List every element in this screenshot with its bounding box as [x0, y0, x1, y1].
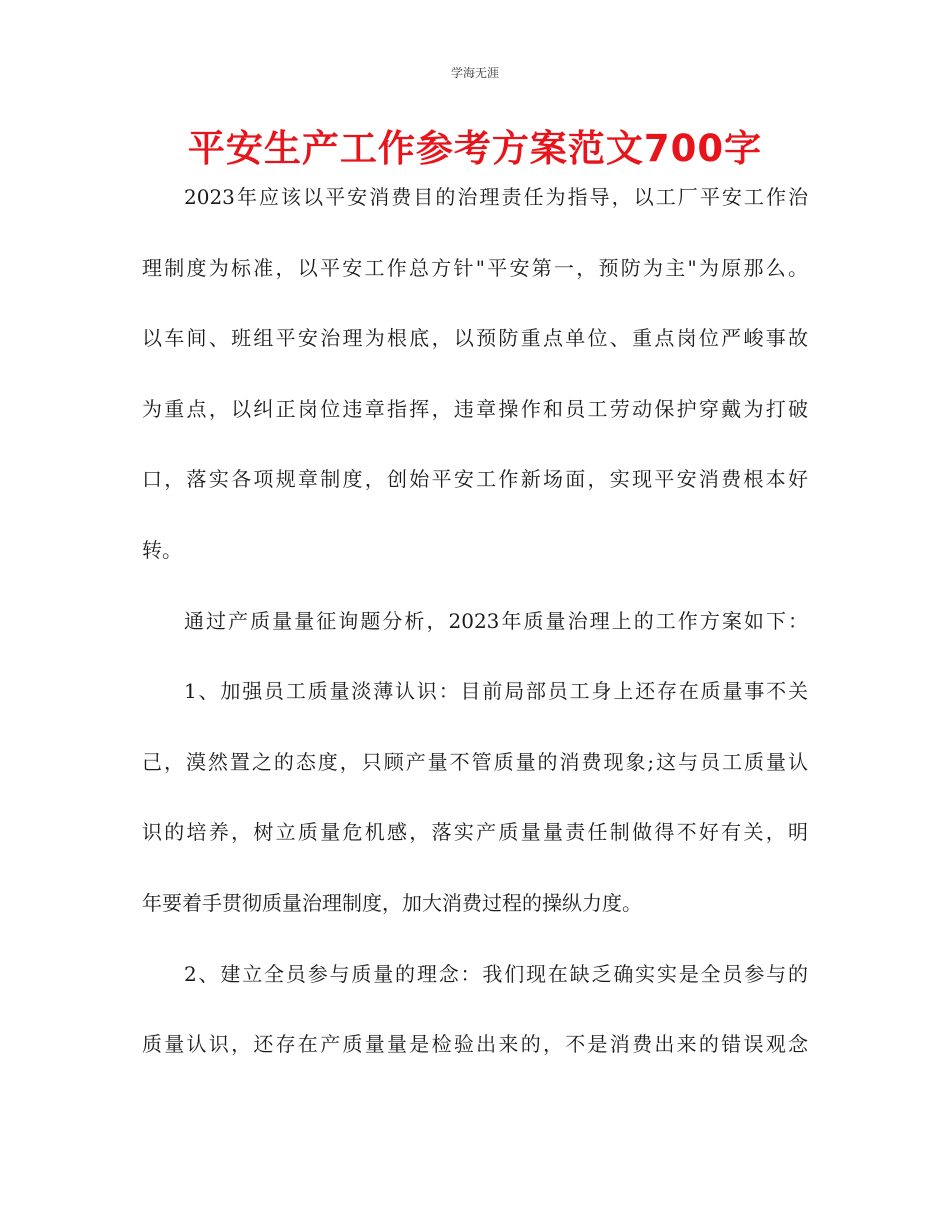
body-line: 通过产质量量征询题分析，2023年质量治理上的工作方案如下：: [184, 608, 808, 633]
body-line: 识的培养，树立质量危机感，落实产质量量责任制做得不好有关，明: [142, 820, 808, 845]
body-line: 1、加强员工质量淡薄认识：目前局部员工身上还存在质量事不关: [184, 679, 808, 704]
body-line: 年要着手贯彻质量治理制度，加大消费过程的操纵力度。: [142, 890, 642, 915]
body-line: 2、建立全员参与质量的理念：我们现在缺乏确实实是全员参与的: [184, 961, 808, 986]
body-line: 质量认识，还存在产质量量是检验出来的，不是消费出来的错误观念: [142, 1032, 808, 1057]
page-header: 学海无涯: [450, 66, 499, 80]
document-title: 平安生产工作参考方案范文700字: [187, 127, 763, 170]
document-body: [142, 170, 808, 1088]
body-line: 己，漠然置之的态度，只顾产量不管质量的消费现象;这与员工质量认: [142, 749, 808, 774]
body-line: 2023年应该以平安消费目的治理责任为指导，以工厂平安工作治: [184, 185, 808, 209]
body-line: 理制度为标准，以平安工作总方针"平安第一，预防为主"为原那么。: [142, 255, 808, 280]
body-line: 口，落实各项规章制度，创始平安工作新场面，实现平安消费根本好: [142, 467, 808, 492]
body-line: 为重点，以纠正岗位违章指挥，违章操作和员工劳动保护穿戴为打破: [142, 396, 808, 421]
body-line: 以车间、班组平安治理为根底，以预防重点单位、重点岗位严峻事故: [142, 326, 808, 351]
body-line: 转。: [142, 537, 182, 562]
